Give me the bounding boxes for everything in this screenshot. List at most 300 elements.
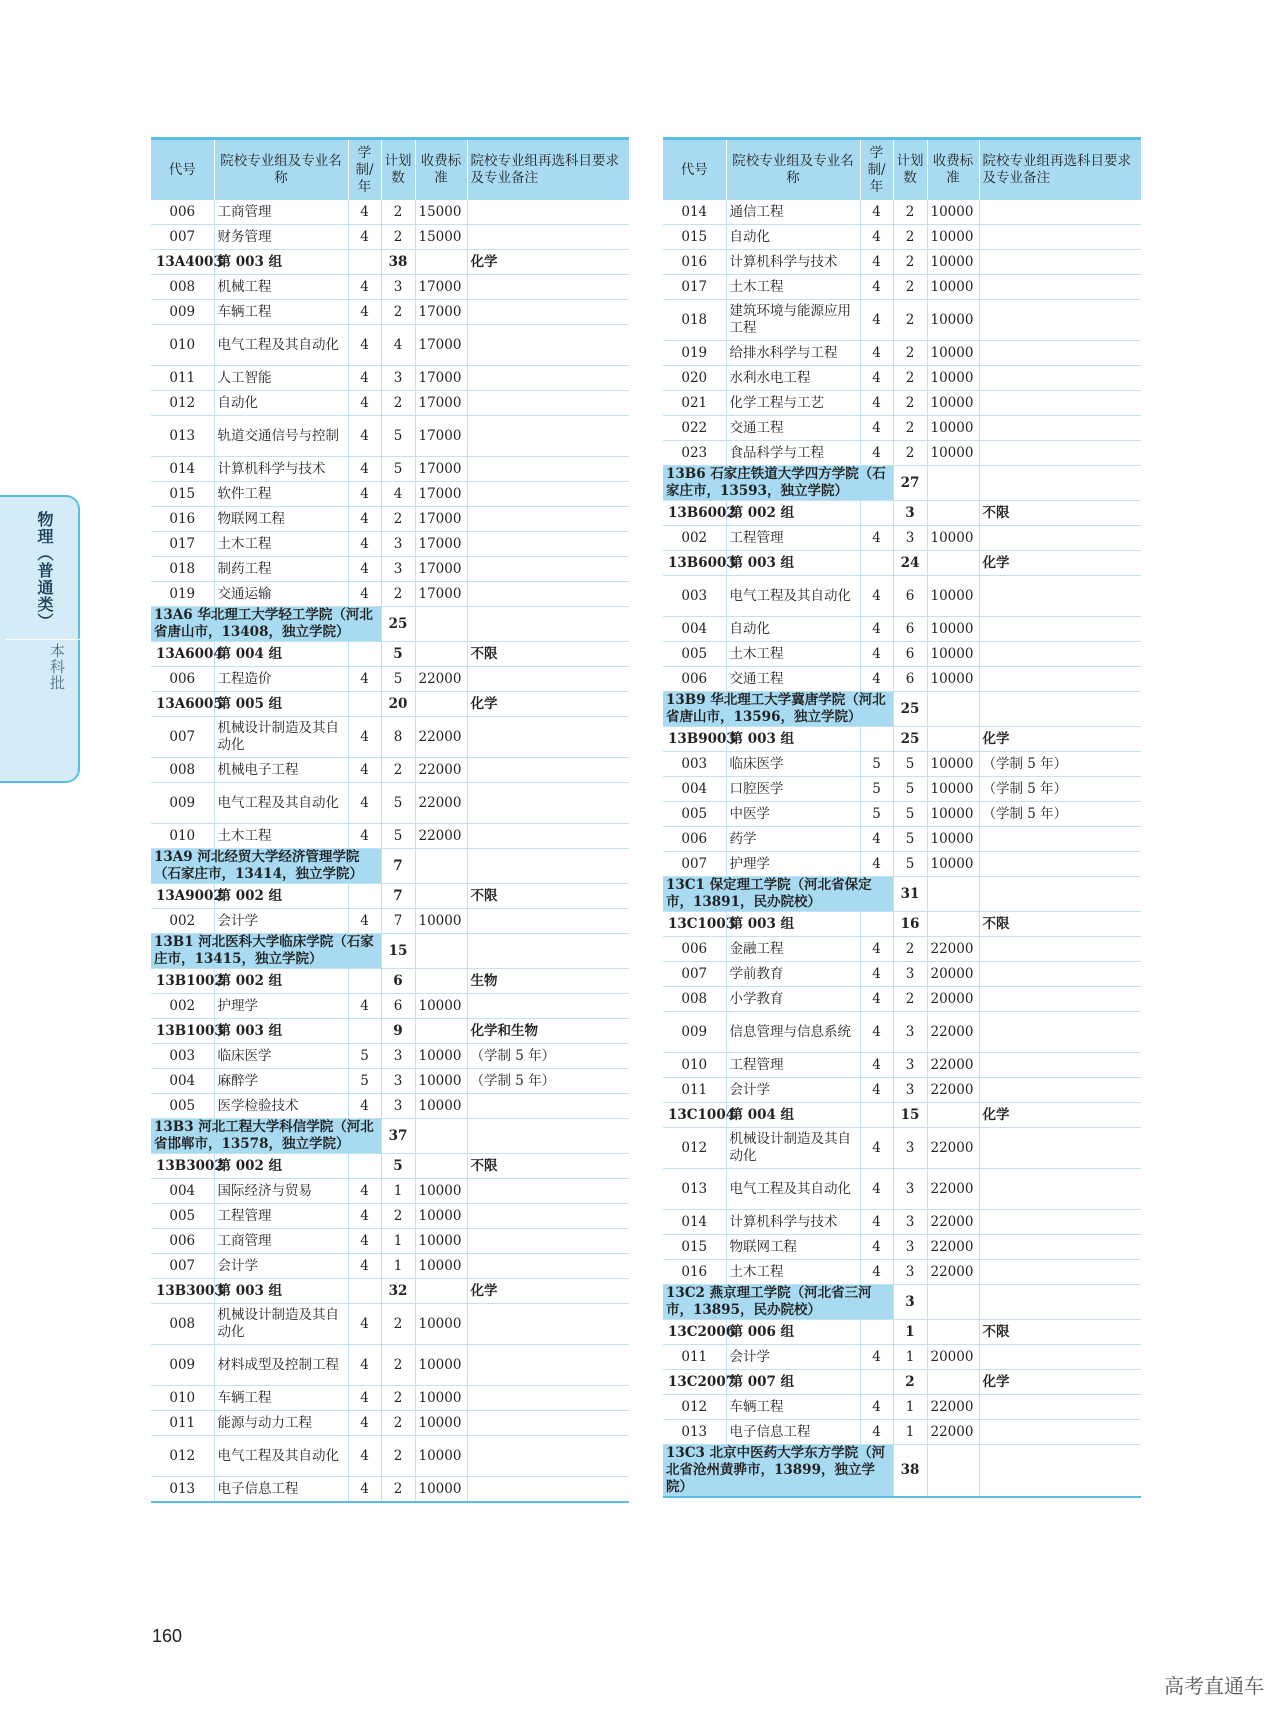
plan-count: 5 [893,852,927,877]
major-name: 电气工程及其自动化 [726,576,860,617]
major-note [979,341,1141,366]
major-name: 计算机科学与技术 [726,250,860,275]
major-code: 010 [663,1053,726,1078]
header-fee: 收费标准 [927,139,979,201]
major-note [467,366,629,391]
plan-count: 7 [381,884,415,909]
years-of-study: 4 [860,1260,893,1285]
years-of-study: 4 [348,391,381,416]
group-code: 13B1003 [151,1019,214,1044]
major-note [467,783,629,824]
major-row [663,1078,1141,1103]
fee-cell [415,1119,467,1154]
plan-count: 2 [893,1370,927,1395]
subject-requirement: 化学 [979,1370,1141,1395]
subject-requirement: 不限 [979,1320,1141,1345]
tuition-fee: 10000 [415,1179,467,1204]
major-note [467,557,629,582]
major-code: 007 [663,852,726,877]
major-name: 机械工程 [214,275,348,300]
fee-cell [415,607,467,642]
major-code: 008 [151,758,214,783]
plan-count: 5 [893,827,927,852]
major-name: 电气工程及其自动化 [726,1169,860,1210]
group-row [151,250,629,275]
tuition-fee: 22000 [927,1078,979,1103]
tuition-fee: 10000 [927,200,979,225]
major-note [979,200,1141,225]
major-row [151,1411,629,1436]
major-name: 物联网工程 [726,1235,860,1260]
major-code: 006 [663,827,726,852]
major-code: 008 [151,1304,214,1345]
major-note [979,617,1141,642]
tuition-fee: 10000 [415,1229,467,1254]
major-row [663,1420,1141,1445]
years-of-study: 4 [348,582,381,607]
plan-count: 3 [893,1210,927,1235]
major-note [979,1345,1141,1370]
group-name: 第 005 组 [214,692,348,717]
requirements-cell [979,1445,1141,1498]
group-code: 13B6003 [663,551,726,576]
major-row [151,532,629,557]
major-row [151,482,629,507]
years-of-study: 4 [860,416,893,441]
plan-count: 2 [893,341,927,366]
plan-count: 3 [381,532,415,557]
major-code: 020 [663,366,726,391]
plan-count: 2 [381,1436,415,1477]
major-note [467,909,629,934]
subject-requirement: 不限 [467,884,629,909]
group-code: 13B3002 [151,1154,214,1179]
plan-count: 3 [893,1285,927,1320]
major-name: 软件工程 [214,482,348,507]
major-code: 008 [663,987,726,1012]
institution-row [151,849,629,884]
major-row [663,275,1141,300]
plan-count: 6 [381,994,415,1019]
major-note [467,457,629,482]
years-of-study: 4 [860,1395,893,1420]
group-name: 第 003 组 [726,727,860,752]
major-note [979,1235,1141,1260]
group-code: 13A6005 [151,692,214,717]
tuition-fee: 10000 [415,1094,467,1119]
major-name: 临床医学 [214,1044,348,1069]
major-code: 007 [663,962,726,987]
major-name: 材料成型及控制工程 [214,1345,348,1386]
major-code: 006 [151,200,214,225]
group-row [663,727,1141,752]
major-name: 电气工程及其自动化 [214,1436,348,1477]
tuition-fee: 10000 [415,1477,467,1503]
major-code: 013 [663,1420,726,1445]
years-of-study: 5 [860,752,893,777]
years-of-study: 4 [348,783,381,824]
fee-cell [415,1279,467,1304]
major-note [467,717,629,758]
major-name: 财务管理 [214,225,348,250]
plan-count: 6 [893,667,927,692]
major-name: 车辆工程 [726,1395,860,1420]
header-name: 院校专业组及专业名称 [214,139,348,201]
major-note [979,250,1141,275]
fee-cell [415,250,467,275]
tuition-fee: 10000 [927,341,979,366]
major-code: 013 [151,1477,214,1503]
plan-count: 38 [381,250,415,275]
watermark: 高考直通车 [1164,1674,1264,1698]
major-name: 给排水科学与工程 [726,341,860,366]
years-of-study: 4 [860,1169,893,1210]
side-tab-divider [6,639,80,640]
tuition-fee: 10000 [927,642,979,667]
years-of-study: 4 [860,300,893,341]
institution-name: 13B9 华北理工大学冀唐学院（河北省唐山市，13596，独立学院） [663,692,893,727]
fee-cell [927,551,979,576]
group-row [663,551,1141,576]
plan-count: 2 [381,225,415,250]
tuition-fee: 10000 [415,1386,467,1411]
major-note [467,994,629,1019]
group-code: 13A6004 [151,642,214,667]
subject-requirement: 化学 [467,1279,629,1304]
plan-count: 3 [381,275,415,300]
years-of-study: 4 [348,225,381,250]
major-code: 011 [663,1345,726,1370]
major-name: 计算机科学与技术 [214,457,348,482]
years-of-study: 4 [860,1420,893,1445]
years-of-study: 4 [860,1012,893,1053]
fee-cell [927,727,979,752]
years-of-study: 4 [860,526,893,551]
major-name: 工程管理 [726,526,860,551]
major-row [151,225,629,250]
major-row [663,341,1141,366]
major-note [467,507,629,532]
major-code: 021 [663,391,726,416]
group-code: 13B1002 [151,969,214,994]
requirements-cell [979,692,1141,727]
major-code: 009 [663,1012,726,1053]
plan-count: 5 [893,777,927,802]
major-row [151,300,629,325]
tuition-fee: 22000 [927,1235,979,1260]
institution-name: 13C1 保定理工学院（河北省保定市，13891，民办院校） [663,877,893,912]
tuition-fee: 17000 [415,457,467,482]
major-code: 012 [151,391,214,416]
major-note [467,1304,629,1345]
major-code: 011 [663,1078,726,1103]
major-code: 010 [151,824,214,849]
requirements-cell [979,466,1141,501]
tuition-fee: 10000 [927,300,979,341]
tuition-fee: 22000 [927,1053,979,1078]
tuition-fee: 22000 [415,824,467,849]
requirements-cell [467,849,629,884]
major-note [467,582,629,607]
major-row [663,1128,1141,1169]
institution-row [663,1285,1141,1320]
major-note [979,275,1141,300]
plan-count: 5 [381,783,415,824]
major-note [467,200,629,225]
tuition-fee: 17000 [415,507,467,532]
major-name: 土木工程 [726,642,860,667]
tuition-fee: 17000 [415,366,467,391]
group-name: 第 002 组 [214,969,348,994]
years-cell [860,1370,893,1395]
tuition-fee: 10000 [927,802,979,827]
fee-cell [927,466,979,501]
years-of-study: 4 [348,1179,381,1204]
years-of-study: 4 [860,441,893,466]
major-note [979,300,1141,341]
major-row [151,275,629,300]
tuition-fee: 22000 [927,1260,979,1285]
major-row [663,1395,1141,1420]
major-code: 014 [663,200,726,225]
plan-count: 2 [381,758,415,783]
major-row [151,824,629,849]
tuition-fee: 10000 [927,827,979,852]
header-code: 代号 [663,139,726,201]
major-note [979,526,1141,551]
group-row [151,1019,629,1044]
group-row [663,1370,1141,1395]
plan-count: 5 [893,752,927,777]
major-note [467,300,629,325]
major-name: 电气工程及其自动化 [214,325,348,366]
major-row [151,507,629,532]
years-of-study: 4 [860,1053,893,1078]
major-code: 007 [151,225,214,250]
major-note [467,1386,629,1411]
tuition-fee: 10000 [927,366,979,391]
major-name: 工程造价 [214,667,348,692]
group-row [663,1103,1141,1128]
major-code: 022 [663,416,726,441]
major-code: 004 [663,777,726,802]
major-note [979,576,1141,617]
major-name: 药学 [726,827,860,852]
requirements-cell [467,607,629,642]
plan-count: 5 [381,457,415,482]
years-cell [860,551,893,576]
plan-count: 3 [381,557,415,582]
institution-name: 13A9 河北经贸大学经济管理学院（石家庄市，13414，独立学院） [151,849,381,884]
fee-cell [927,692,979,727]
years-of-study: 5 [860,802,893,827]
plan-count: 4 [381,325,415,366]
group-row [151,884,629,909]
major-note [467,1411,629,1436]
major-name: 轨道交通信号与控制 [214,416,348,457]
group-name: 第 003 组 [214,1279,348,1304]
tuition-fee: 17000 [415,391,467,416]
group-row [663,912,1141,937]
major-row [151,1204,629,1229]
tuition-fee: 10000 [415,1436,467,1477]
major-note [467,275,629,300]
major-code: 014 [151,457,214,482]
major-note [467,1436,629,1477]
years-cell [860,1320,893,1345]
major-note: （学制 5 年） [979,752,1141,777]
major-code: 004 [151,1179,214,1204]
major-code: 019 [663,341,726,366]
tuition-fee: 22000 [927,1210,979,1235]
plan-count: 15 [893,1103,927,1128]
plan-count: 25 [893,692,927,727]
plan-count: 2 [893,366,927,391]
major-name: 国际经济与贸易 [214,1179,348,1204]
major-row [663,642,1141,667]
header-code: 代号 [151,139,214,201]
plan-count: 6 [893,642,927,667]
plan-count: 31 [893,877,927,912]
plan-count: 3 [893,501,927,526]
tuition-fee: 20000 [927,1345,979,1370]
institution-row [151,1119,629,1154]
major-code: 014 [663,1210,726,1235]
major-row [663,617,1141,642]
major-name: 计算机科学与技术 [726,1210,860,1235]
major-code: 013 [663,1169,726,1210]
group-code: 13B9003 [663,727,726,752]
years-of-study: 4 [860,987,893,1012]
major-row [663,802,1141,827]
years-of-study: 4 [860,576,893,617]
major-row [663,300,1141,341]
years-of-study: 4 [348,758,381,783]
major-code: 006 [151,1229,214,1254]
major-note [467,532,629,557]
major-code: 010 [151,325,214,366]
tuition-fee: 10000 [927,441,979,466]
plan-count: 8 [381,717,415,758]
years-of-study: 4 [348,824,381,849]
table-body-left [151,200,629,1502]
major-code: 005 [151,1094,214,1119]
major-code: 007 [151,1254,214,1279]
table-header-row [663,139,1141,201]
plan-count: 25 [381,607,415,642]
fee-cell [927,1285,979,1320]
major-code: 012 [663,1128,726,1169]
institution-name: 13C3 北京中医药大学东方学院（河北省沧州黄骅市，13899，独立学院） [663,1445,893,1498]
group-name: 第 004 组 [726,1103,860,1128]
years-of-study: 4 [348,275,381,300]
tuition-fee: 17000 [415,300,467,325]
institution-name: 13C2 燕京理工学院（河北省三河市，13895，民办院校） [663,1285,893,1320]
tuition-fee: 10000 [415,1204,467,1229]
plan-count: 2 [381,391,415,416]
major-code: 002 [663,526,726,551]
tuition-fee: 10000 [927,526,979,551]
years-of-study: 4 [348,1345,381,1386]
subject-requirement: 化学 [467,692,629,717]
tuition-fee: 10000 [415,994,467,1019]
major-row [151,557,629,582]
major-note [467,416,629,457]
major-note [467,482,629,507]
institution-name: 13B3 河北工程大学科信学院（河北省邯郸市，13578，独立学院） [151,1119,381,1154]
fee-cell [927,1370,979,1395]
group-row [151,1154,629,1179]
major-name: 制药工程 [214,557,348,582]
group-code: 13C2007 [663,1370,726,1395]
major-name: 小学教育 [726,987,860,1012]
major-note [467,1204,629,1229]
major-code: 005 [663,802,726,827]
years-of-study: 4 [348,1386,381,1411]
institution-row [663,877,1141,912]
plan-count: 2 [381,1386,415,1411]
group-row [151,692,629,717]
plan-count: 20 [381,692,415,717]
major-name: 土木工程 [214,824,348,849]
years-cell [348,1279,381,1304]
years-of-study: 4 [860,642,893,667]
plan-count: 3 [893,1078,927,1103]
major-code: 016 [151,507,214,532]
major-note [979,962,1141,987]
major-note [979,1210,1141,1235]
plan-count: 2 [893,441,927,466]
years-of-study: 4 [348,1477,381,1503]
major-note: （学制 5 年） [979,802,1141,827]
institution-row [663,466,1141,501]
major-code: 003 [151,1044,214,1069]
major-code: 011 [151,366,214,391]
major-row [663,667,1141,692]
fee-cell [415,692,467,717]
major-name: 能源与动力工程 [214,1411,348,1436]
major-code: 003 [663,752,726,777]
plan-count: 2 [893,416,927,441]
years-of-study: 4 [348,1304,381,1345]
header-years: 学制/年 [348,139,381,201]
major-note [979,1260,1141,1285]
tuition-fee: 10000 [927,250,979,275]
major-code: 009 [151,300,214,325]
years-of-study: 4 [860,250,893,275]
tuition-fee: 17000 [415,532,467,557]
major-name: 电子信息工程 [214,1477,348,1503]
major-row [663,752,1141,777]
plan-count: 1 [893,1345,927,1370]
major-code: 017 [151,532,214,557]
tuition-fee: 17000 [415,325,467,366]
major-name: 工程管理 [726,1053,860,1078]
years-cell [348,1019,381,1044]
plan-count: 2 [381,582,415,607]
plan-count: 1 [381,1179,415,1204]
major-note [979,391,1141,416]
major-name: 人工智能 [214,366,348,391]
tuition-fee: 10000 [927,852,979,877]
fee-cell [415,1154,467,1179]
plan-count: 5 [893,802,927,827]
major-note [979,1420,1141,1445]
fee-cell [927,912,979,937]
side-tab-category: 物理（普通类） [35,511,54,630]
years-of-study: 4 [348,909,381,934]
major-row [151,1094,629,1119]
